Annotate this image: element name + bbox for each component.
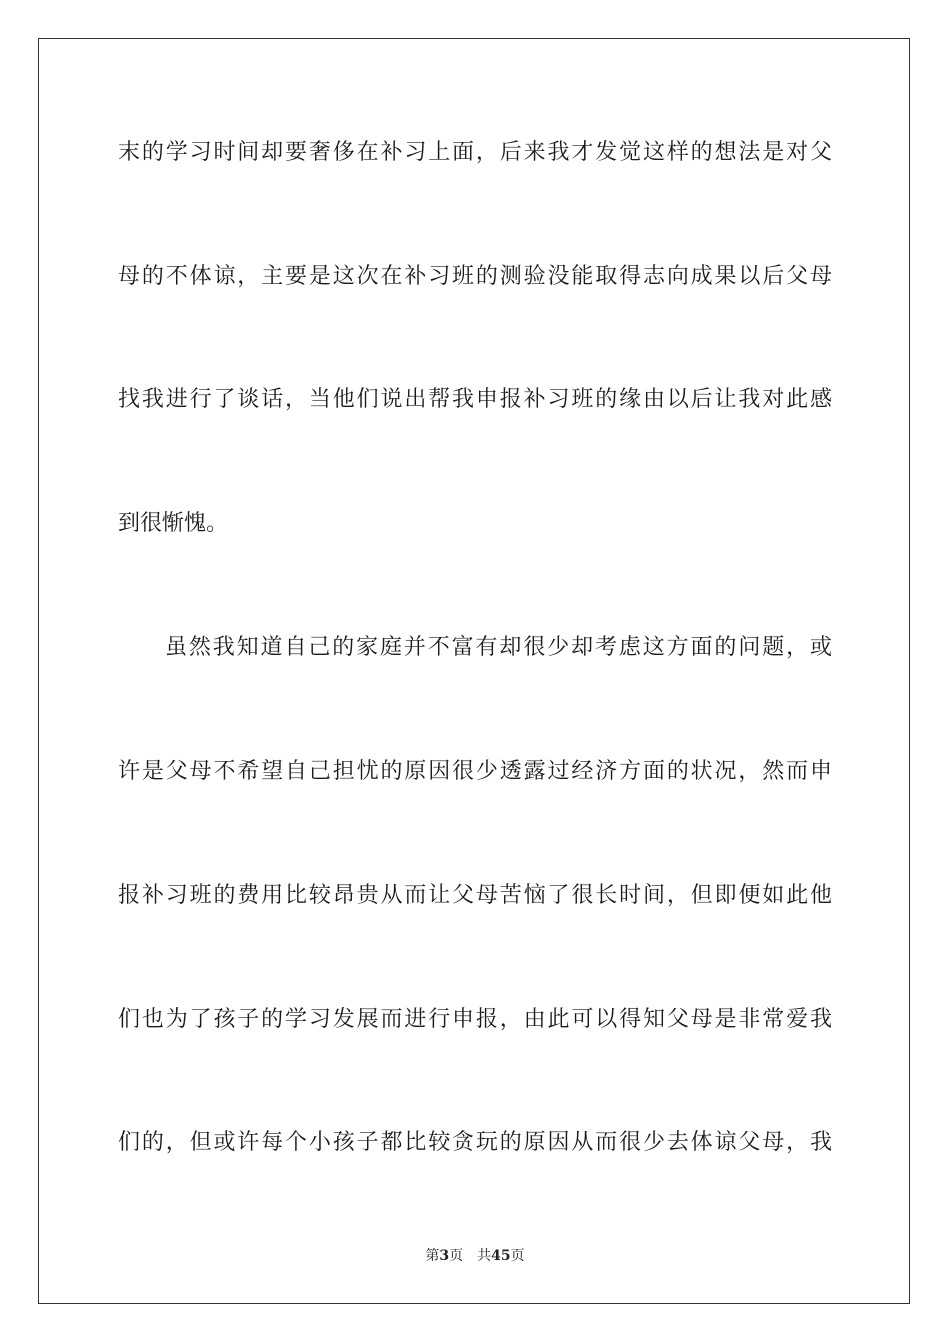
body-line-1: 末的学习时间却要奢侈在补习上面，后来我才发觉这样的想法是对父	[118, 140, 832, 165]
body-line-6: 许是父母不希望自己担忧的原因很少透露过经济方面的状况，然而申	[118, 759, 832, 784]
page-number: 3	[439, 1248, 450, 1264]
page-suffix: 页	[449, 1248, 464, 1264]
body-line-7: 报补习班的费用比较昂贵从而让父母苦恼了很长时间，但即便如此他	[118, 883, 832, 908]
total-suffix: 页	[510, 1248, 525, 1264]
body-line-4: 到很惭愧。	[118, 511, 229, 536]
body-line-5: 虽然我知道自己的家庭并不富有却很少却考虑这方面的问题，或	[165, 635, 832, 660]
body-line-3: 找我进行了谈话，当他们说出帮我申报补习班的缘由以后让我对此感	[118, 387, 832, 412]
page-prefix: 第	[425, 1248, 440, 1264]
page-footer	[0, 1246, 950, 1266]
body-line-8: 们也为了孩子的学习发展而进行申报，由此可以得知父母是非常爱我	[118, 1007, 832, 1032]
body-line-2: 母的不体谅，主要是这次在补习班的测验没能取得志向成果以后父母	[118, 264, 832, 289]
total-prefix: 共	[477, 1248, 492, 1264]
body-line-9: 们的，但或许每个小孩子都比较贪玩的原因从而很少去体谅父母，我	[118, 1130, 832, 1155]
page-border	[38, 38, 910, 1304]
total-pages: 45	[491, 1248, 511, 1264]
